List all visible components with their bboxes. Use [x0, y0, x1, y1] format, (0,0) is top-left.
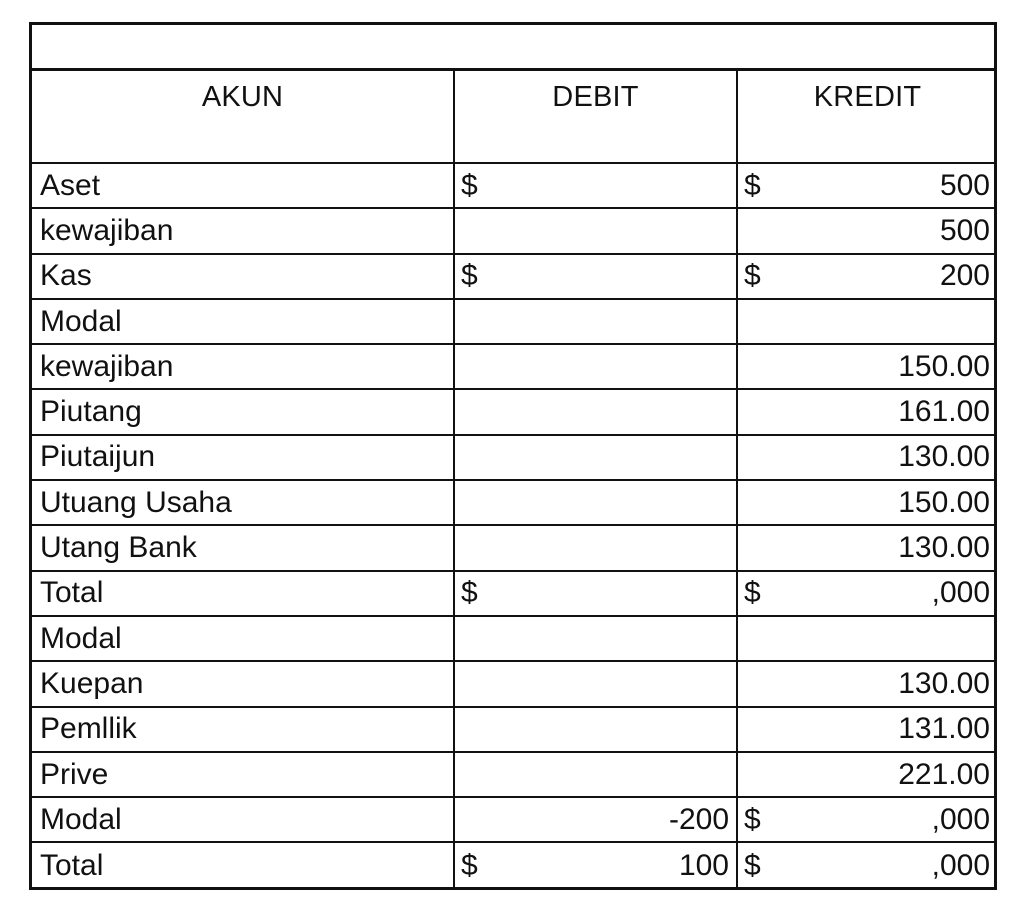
- kredit-currency-symbol: $: [744, 168, 761, 202]
- cell-debit: [455, 572, 736, 615]
- cell-debit: [455, 617, 736, 660]
- cell-kredit: [738, 436, 997, 479]
- kredit-amount: 130.00: [898, 531, 990, 565]
- table-row: [32, 164, 994, 209]
- ledger-table: [29, 22, 997, 890]
- table-row: [32, 526, 994, 571]
- kredit-amount: 131.00: [898, 712, 990, 746]
- table-row: [32, 345, 994, 390]
- cell-akun: Modal: [40, 304, 122, 338]
- cell-akun: Prive: [40, 757, 109, 791]
- kredit-currency-symbol: $: [744, 849, 761, 883]
- cell-debit: [455, 300, 736, 343]
- cell-kredit: [738, 345, 997, 388]
- cell-akun: kewajiban: [40, 213, 174, 247]
- cell-kredit: [738, 843, 997, 888]
- cell-kredit: [738, 526, 997, 569]
- debit-amount: 100: [678, 849, 729, 883]
- cell-kredit: [738, 481, 997, 524]
- cell-debit: [455, 390, 736, 433]
- cell-kredit: [738, 300, 997, 343]
- kredit-amount: 150.00: [898, 349, 990, 383]
- table-row: [32, 209, 994, 254]
- cell-akun: Kuepan: [40, 666, 144, 700]
- cell-kredit: [738, 390, 997, 433]
- cell-debit: [455, 843, 736, 888]
- cell-kredit: [738, 662, 997, 705]
- cell-akun: Pemllik: [40, 712, 137, 746]
- cell-debit: [455, 255, 736, 298]
- table-row: [32, 662, 994, 707]
- debit-currency-symbol: $: [461, 259, 478, 293]
- kredit-amount: 200: [939, 259, 990, 293]
- cell-kredit: [738, 255, 997, 298]
- cell-debit: [455, 526, 736, 569]
- kredit-currency-symbol: $: [744, 802, 761, 836]
- kredit-currency-symbol: $: [744, 259, 761, 293]
- kredit-amount: 500: [939, 213, 990, 247]
- kredit-amount: 161.00: [898, 395, 990, 429]
- table-body: [32, 164, 994, 889]
- table-row: [32, 390, 994, 435]
- kredit-amount: 130.00: [898, 440, 990, 474]
- kredit-amount: ,000: [931, 802, 990, 836]
- kredit-amount: 221.00: [898, 757, 990, 791]
- table-row: [32, 436, 994, 481]
- cell-akun: Modal: [40, 802, 122, 836]
- table-row: [32, 481, 994, 526]
- table-row: [32, 617, 994, 662]
- cell-debit: [455, 481, 736, 524]
- cell-akun: Aset: [40, 168, 101, 202]
- table-row: [32, 708, 994, 753]
- kredit-amount: ,000: [931, 576, 990, 610]
- header-akun: AKUN: [201, 81, 284, 113]
- cell-debit: [455, 708, 736, 751]
- kredit-amount: 130.00: [898, 666, 990, 700]
- table-title-band: [32, 25, 994, 71]
- debit-amount: -200: [668, 802, 729, 836]
- table-row: [32, 798, 994, 843]
- cell-akun: kewajiban: [40, 349, 174, 383]
- kredit-amount: 150.00: [898, 485, 990, 519]
- cell-akun: Piutang: [40, 395, 142, 429]
- table-row: [32, 572, 994, 617]
- cell-akun: Total: [40, 576, 104, 610]
- cell-akun: Utang Bank: [40, 531, 197, 565]
- debit-currency-symbol: $: [461, 849, 478, 883]
- cell-kredit: [738, 798, 997, 841]
- cell-debit: [455, 798, 736, 841]
- cell-akun: Kas: [40, 259, 92, 293]
- cell-kredit: [738, 209, 997, 252]
- table-row: [32, 753, 994, 798]
- header-debit: DEBIT: [552, 81, 639, 113]
- cell-kredit: [738, 164, 997, 207]
- table-row: [32, 300, 994, 345]
- cell-debit: [455, 753, 736, 796]
- cell-debit: [455, 209, 736, 252]
- cell-akun: Utuang Usaha: [40, 485, 232, 519]
- cell-debit: [455, 164, 736, 207]
- cell-debit: [455, 662, 736, 705]
- kredit-amount: ,000: [931, 849, 990, 883]
- cell-kredit: [738, 753, 997, 796]
- cell-akun: Modal: [40, 621, 122, 655]
- cell-kredit: [738, 572, 997, 615]
- kredit-amount: 500: [939, 168, 990, 202]
- cell-akun: Total: [40, 849, 104, 883]
- kredit-currency-symbol: $: [744, 576, 761, 610]
- table-row: [32, 255, 994, 300]
- header-kredit: KREDIT: [813, 81, 922, 113]
- table-row: [32, 843, 994, 888]
- cell-debit: [455, 345, 736, 388]
- cell-kredit: [738, 617, 997, 660]
- cell-akun: Piutaijun: [40, 440, 156, 474]
- cell-kredit: [738, 708, 997, 751]
- debit-currency-symbol: $: [461, 168, 478, 202]
- table-header-row: [32, 71, 994, 164]
- cell-debit: [455, 436, 736, 479]
- debit-currency-symbol: $: [461, 576, 478, 610]
